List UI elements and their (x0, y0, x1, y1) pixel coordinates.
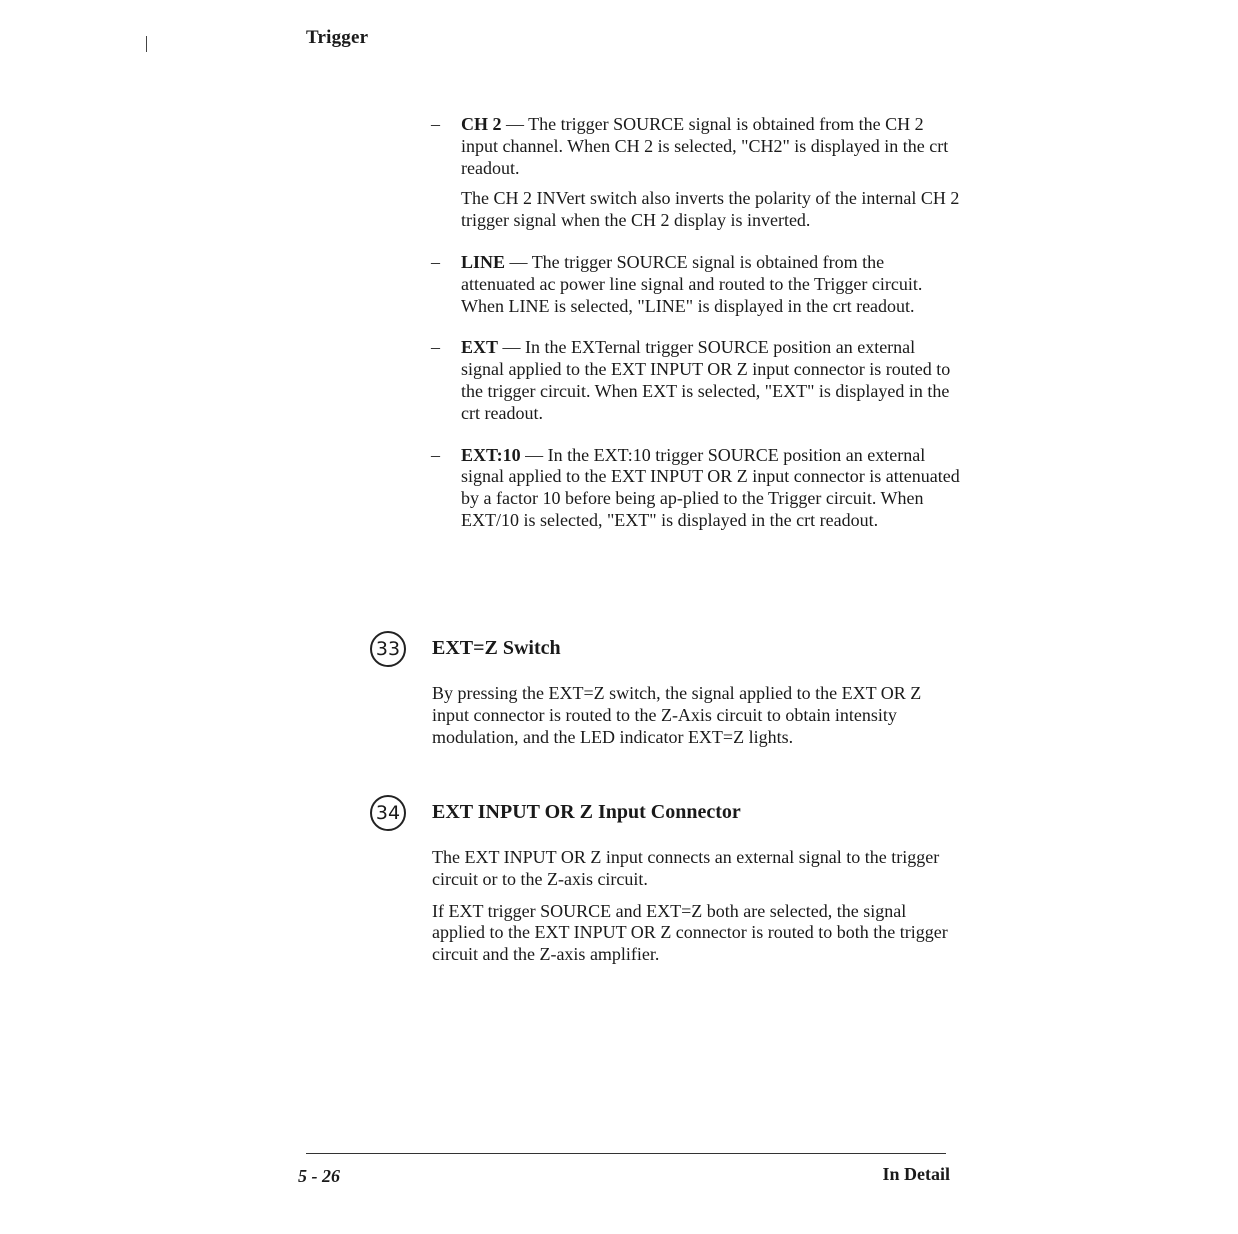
list-item-line (431, 252, 961, 317)
item-term: LINE (461, 251, 506, 272)
item-description: — In the EXTernal trigger SOURCE position an external signal applied to the EXT INPUT OR Z input connector is routed to the trigger circuit. When EXT is selected, "EXT" is displayed in the crt readout. (461, 337, 951, 423)
item-term: EXT (461, 337, 499, 358)
section-header (370, 795, 970, 839)
list-item-ext10 (431, 445, 961, 532)
item-note: The CH 2 INVert switch also inverts the polarity of the internal CH 2 trigger signal when the CH 2 display is inverted. (461, 188, 960, 231)
dash-bullet: – (431, 114, 440, 134)
page-number: 5 - 26 (298, 1166, 340, 1186)
item-term: EXT:10 (461, 444, 521, 465)
section-header (370, 631, 970, 675)
section-body (432, 847, 962, 966)
section-ext-z-switch (370, 631, 970, 758)
dash-bullet: – (431, 444, 440, 465)
footer-section-name: In Detail (882, 1164, 950, 1184)
dash-bullet: – (431, 337, 440, 358)
list-item-ext (431, 337, 961, 424)
paragraph: If EXT trigger SOURCE and EXT=Z both are selected, the signal applied to the EXT INPUT OR Z connector is routed to both the trigger circuit and the Z-axis amplifier. (432, 900, 948, 965)
item-number-badge: 33 (370, 631, 406, 667)
item-description: — The trigger SOURCE signal is obtained from the attenuated ac power line signal and routed to the Trigger circuit. When LINE is selected, "LINE" is displayed in the crt readout. (461, 251, 923, 316)
section-ext-input-connector (370, 795, 970, 976)
running-head: Trigger (306, 27, 369, 48)
trigger-source-list (431, 114, 961, 552)
item-description: — The trigger SOURCE signal is obtained from the CH 2 input channel. When CH 2 is selected, "CH2" is displayed in the crt readout. (461, 114, 949, 178)
item-description: — In the EXT:10 trigger SOURCE position an external signal applied to the EXT INPUT OR Z input connector is attenuated by a factor 10 before being ap-plied to the Trigger circuit. When EXT/10 is selected, "EXT" is displayed in the crt readout. (461, 444, 960, 530)
dash-bullet: – (431, 251, 440, 272)
list-item-ch2 (431, 114, 961, 232)
margin-mark (146, 36, 147, 52)
item-number-badge: 34 (370, 795, 406, 831)
footer-rule (306, 1153, 946, 1154)
section-body (432, 683, 962, 748)
paragraph: The EXT INPUT OR Z input connects an external signal to the trigger circuit or to the Z-axis circuit. (432, 847, 940, 889)
section-title: EXT=Z Switch (432, 637, 561, 659)
item-term: CH 2 (461, 114, 502, 134)
section-title: EXT INPUT OR Z Input Connector (432, 801, 741, 823)
paragraph: By pressing the EXT=Z switch, the signal applied to the EXT OR Z input connector is routed to the Z-Axis circuit to obtain intensity modulation, and the LED indicator EXT=Z lights. (432, 683, 922, 747)
